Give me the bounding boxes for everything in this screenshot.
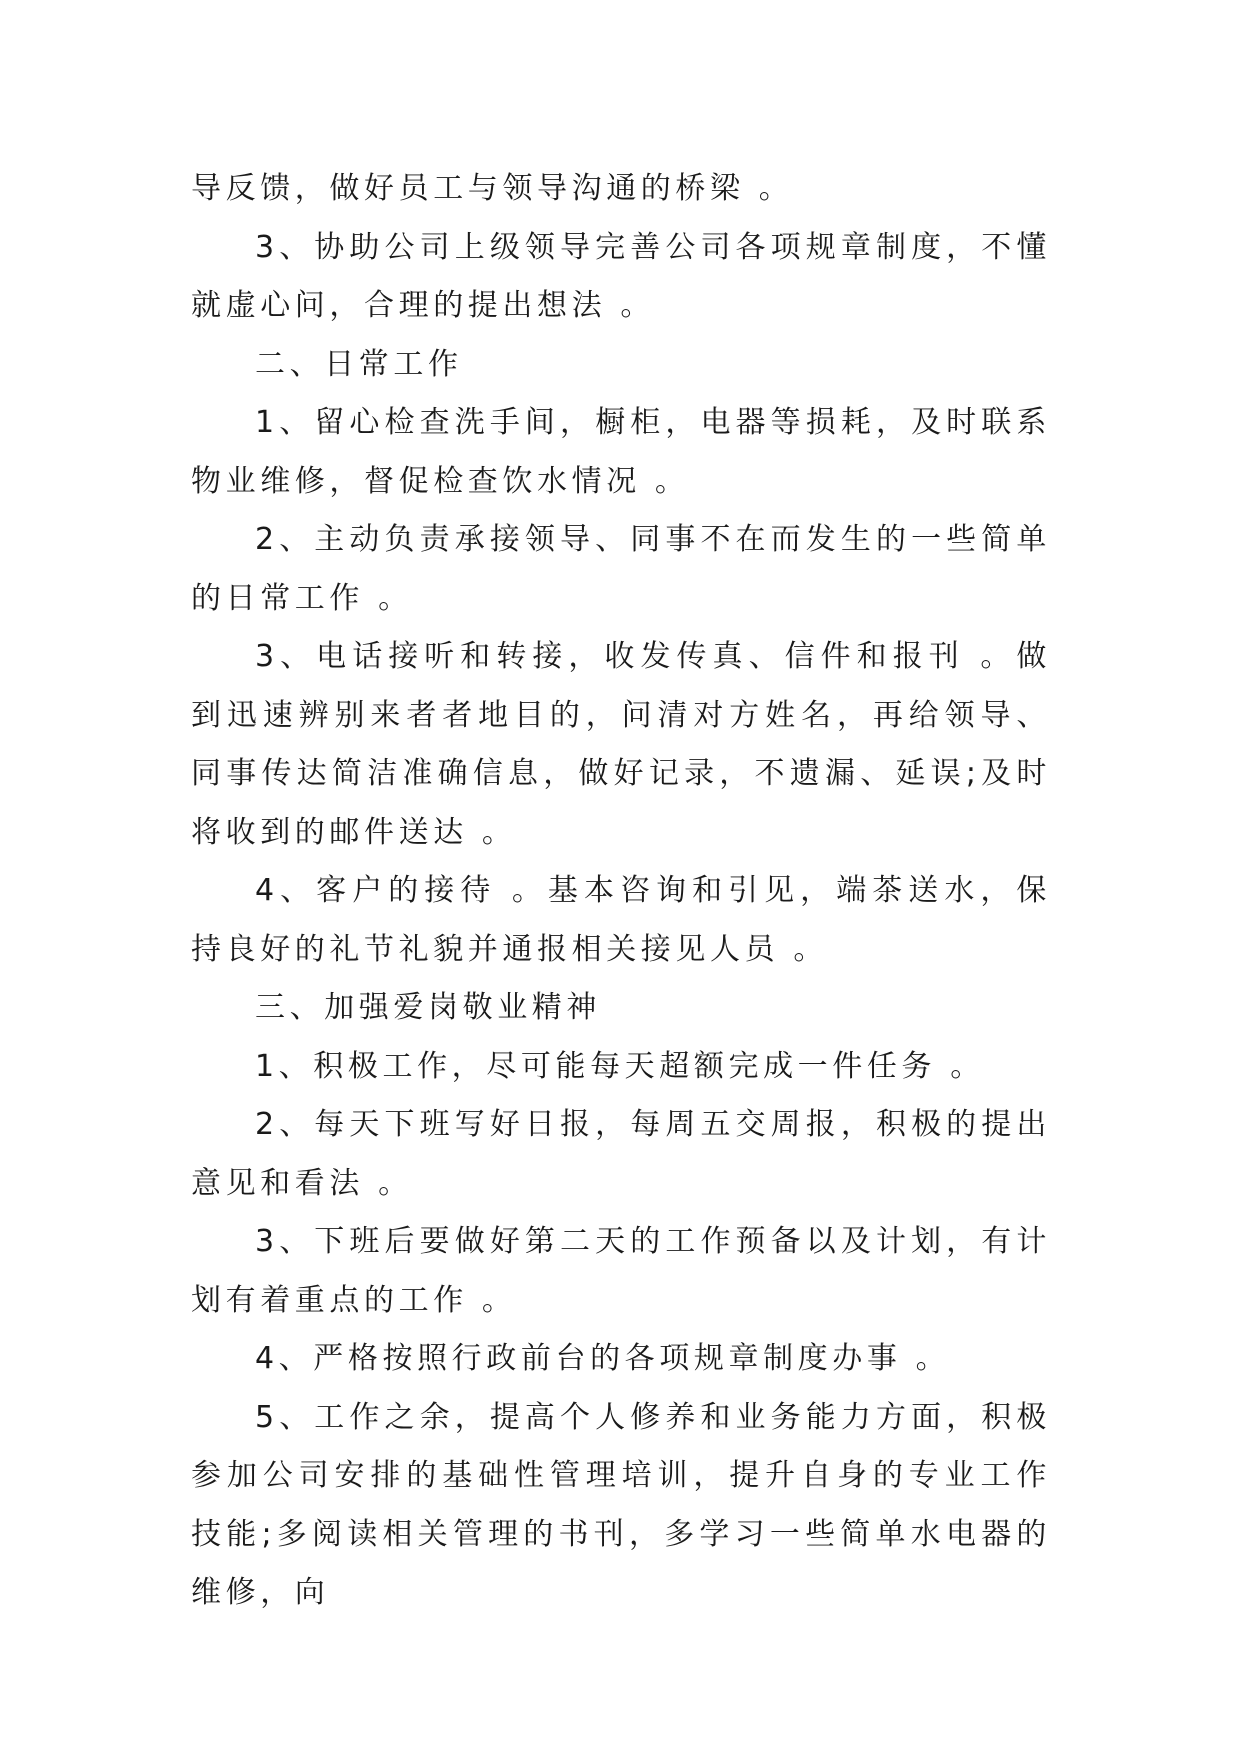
section-heading: 二、日常工作 <box>255 346 463 382</box>
paragraph-item: 3、电话接听和转接，收发传真、信件和报刊 。做到迅速辨别来者者地目的，问清对方姓名，再给领导、同事传达简洁准确信息，做好记录，不遗漏、延误;及时将收到的邮件送达 。 <box>191 639 1051 850</box>
paragraph-item: 1、积极工作，尽可能每天超额完成一件任务 。 <box>255 1048 985 1084</box>
paragraph-item: 4、客户的接待 。基本咨询和引见，端茶送水，保持良好的礼节礼貌并通报相关接见人员 。 <box>191 873 1051 967</box>
paragraph-item: 2、主动负责承接领导、同事不在而发生的一些简单的日常工作 。 <box>191 522 1051 616</box>
paragraph-item: 4、严格按照行政前台的各项规章制度办事 。 <box>255 1341 951 1376</box>
paragraph-item: 3、协助公司上级领导完善公司各项规章制度，不懂就虚心问，合理的提出想法 。 <box>191 229 1051 323</box>
paragraph-item: 5、工作之余，提高个人修养和业务能力方面，积极参加公司安排的基础性管理培训，提升自身的专业工作技能;多阅读相关管理的书刊，多学习一些简单水电器的维修，向 <box>191 1399 1051 1610</box>
paragraph-item: 3、下班后要做好第二天的工作预备以及计划，有计划有着重点的工作 。 <box>191 1224 1051 1318</box>
paragraph-item: 2、每天下班写好日报，每周五交周报，积极的提出意见和看法 。 <box>191 1107 1051 1201</box>
section-heading: 三、加强爱岗敬业精神 <box>255 990 601 1025</box>
document-body <box>191 160 1051 1623</box>
paragraph-continuation: 导反馈，做好员工与领导沟通的桥梁 。 <box>191 171 794 206</box>
paragraph-item: 1、留心检查洗手间，橱柜，电器等损耗，及时联系物业维修，督促检查饮水情况 。 <box>191 405 1051 499</box>
